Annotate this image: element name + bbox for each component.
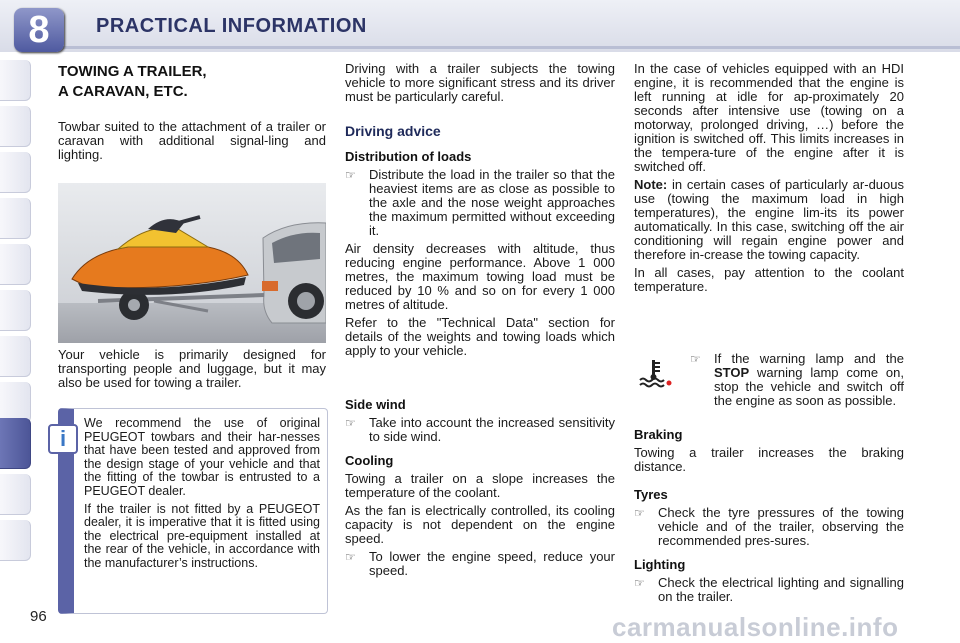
chapter-tab[interactable]: [0, 520, 31, 561]
distribution-bullet-text: Distribute the load in the trailer so that the heaviest items are as close as possible to the axle and the nose weight approaches the maximum permitted without exceeding it.: [369, 167, 615, 238]
middle-column-lower: [345, 398, 615, 582]
coolant-temperature-warning-icon: [638, 358, 672, 390]
usage-text-block: [58, 348, 326, 394]
note-paragraph: [634, 178, 904, 262]
header-rule: [60, 46, 960, 49]
bullet-hand-icon: ☞: [345, 550, 356, 564]
chapter-tab[interactable]: [0, 152, 31, 193]
cooling-heading: Cooling: [345, 453, 394, 468]
lighting-bullet: [634, 576, 904, 604]
page-title: PRACTICAL INFORMATION: [96, 15, 367, 37]
bullet-hand-icon: ☞: [690, 352, 701, 366]
side-wind-bullet: [345, 416, 615, 444]
middle-intro: Driving with a trailer subjects the towing vehicle to more significant stress and its driver must be particularly careful.: [345, 61, 615, 104]
driving-advice-heading: Driving advice: [345, 123, 441, 139]
info-paragraph-1: We recommend the use of original PEUGEOT towbars and their har-nesses that have been tested and approved from the design stage of your vehicle and that the fitting of the towbar is entrusted to a PEUGEOT dealer.: [84, 416, 320, 498]
chapter-tab[interactable]: [0, 336, 31, 377]
chapter-tabs: [0, 60, 34, 580]
chapter-number-badge: 8: [14, 8, 64, 52]
stop-label: STOP: [714, 365, 750, 380]
lighting-bullet-text: Check the electrical lighting and signalling on the trailer.: [658, 575, 904, 604]
side-wind-bullet-text: Take into account the increased sensitivity to side wind.: [369, 415, 615, 444]
heading-line-1: TOWING A TRAILER,: [58, 63, 207, 80]
chapter-tab[interactable]: [0, 106, 31, 147]
refer-text: Refer to the "Technical Data" section for details of the weights and towing loads which apply to your vehicle.: [345, 315, 615, 358]
chapter-tab[interactable]: [0, 382, 31, 423]
bullet-hand-icon: ☞: [345, 416, 356, 430]
car-towing-jetski-trailer-illustration: [58, 183, 326, 343]
right-column: [634, 62, 904, 298]
page-number: 96: [30, 608, 47, 625]
bullet-hand-icon: ☞: [634, 506, 645, 520]
info-paragraph-2: If the trailer is not fitted by a PEUGEOT dealer, it is imperative that it is fitted using the electrical pre-equipment installed at the rear of the vehicle, in accordance with the manufacturer’s instructions.: [84, 501, 320, 570]
note-text: in certain cases of particularly ar-duous use (towing the maximum load in high temperatures), the engine lim-its its power automatically. In this case, switching off the air conditioning will regain engine power and therefore in-crease the towing capacity.: [634, 177, 904, 262]
lighting-heading: Lighting: [634, 557, 686, 572]
warning-block: [690, 352, 904, 412]
air-density-text: Air density decreases with altitude, thus reducing engine performance. Above 1 000 metres, the maximum towing load must be reduced by 10 % and so on for every 1 000 metres of altitude.: [345, 241, 615, 312]
note-label: Note:: [634, 177, 668, 192]
hdi-text: In the case of vehicles equipped with an HDI engine, it is recommended that the engine is left running at idle for ap-proximately 20 seconds after intensive use (towing on a motorway, prolonged driving, …) before the ignition is switched off. This limits increases in the tempera-ture of the engine after it is switched off.: [634, 61, 904, 174]
tyres-bullet-text: Check the tyre pressures of the towing vehicle and of the trailer, observing the recommended pres-sures.: [658, 505, 904, 548]
chapter-tab[interactable]: [0, 474, 31, 515]
tyres-heading: Tyres: [634, 487, 668, 502]
bullet-hand-icon: ☞: [345, 168, 356, 182]
cooling-bullet-text: To lower the engine speed, reduce your speed.: [369, 549, 615, 578]
intro-text: Towbar suited to the attachment of a trailer or caravan with additional signal-ling and lighting.: [58, 119, 326, 162]
chapter-tab[interactable]: [0, 60, 31, 101]
warning-text-post: warning lamp come on, stop the vehicle and switch off the engine as soon as possible.: [714, 365, 904, 408]
cooling-paragraph-2: As the fan is electrically controlled, its cooling capacity is not dependent on the engine speed.: [345, 503, 615, 546]
distribution-bullet: [345, 168, 615, 238]
watermark: carmanualsonline.info: [612, 612, 899, 642]
distribution-heading: Distribution of loads: [345, 149, 472, 164]
cooling-bullet: [345, 550, 615, 578]
info-icon: i: [48, 424, 78, 454]
info-box: [58, 408, 328, 614]
usage-text: Your vehicle is primarily designed for transporting people and luggage, but it may also be used for towing a trailer.: [58, 347, 326, 390]
side-wind-heading: Side wind: [345, 397, 406, 412]
braking-heading: Braking: [634, 427, 683, 442]
tyres-bullet: [634, 506, 904, 548]
middle-column: [345, 62, 615, 362]
warning-text-pre: If the warning lamp and the: [714, 351, 904, 366]
heading-line-2: A CARAVAN, ETC.: [58, 83, 188, 100]
chapter-tab[interactable]: [0, 244, 31, 285]
warning-bullet: [690, 352, 904, 408]
braking-text: Towing a trailer increases the braking distance.: [634, 445, 904, 474]
left-column: [58, 62, 326, 166]
bullet-hand-icon: ☞: [634, 576, 645, 590]
section-heading: [58, 62, 326, 102]
chapter-tab[interactable]: [0, 198, 31, 239]
right-column-lower: [634, 428, 904, 608]
cooling-paragraph-1: Towing a trailer on a slope increases the temperature of the coolant.: [345, 471, 615, 500]
coolant-text: In all cases, pay attention to the coolant temperature.: [634, 265, 904, 294]
chapter-tab-active[interactable]: [0, 418, 31, 469]
chapter-tab[interactable]: [0, 290, 31, 331]
